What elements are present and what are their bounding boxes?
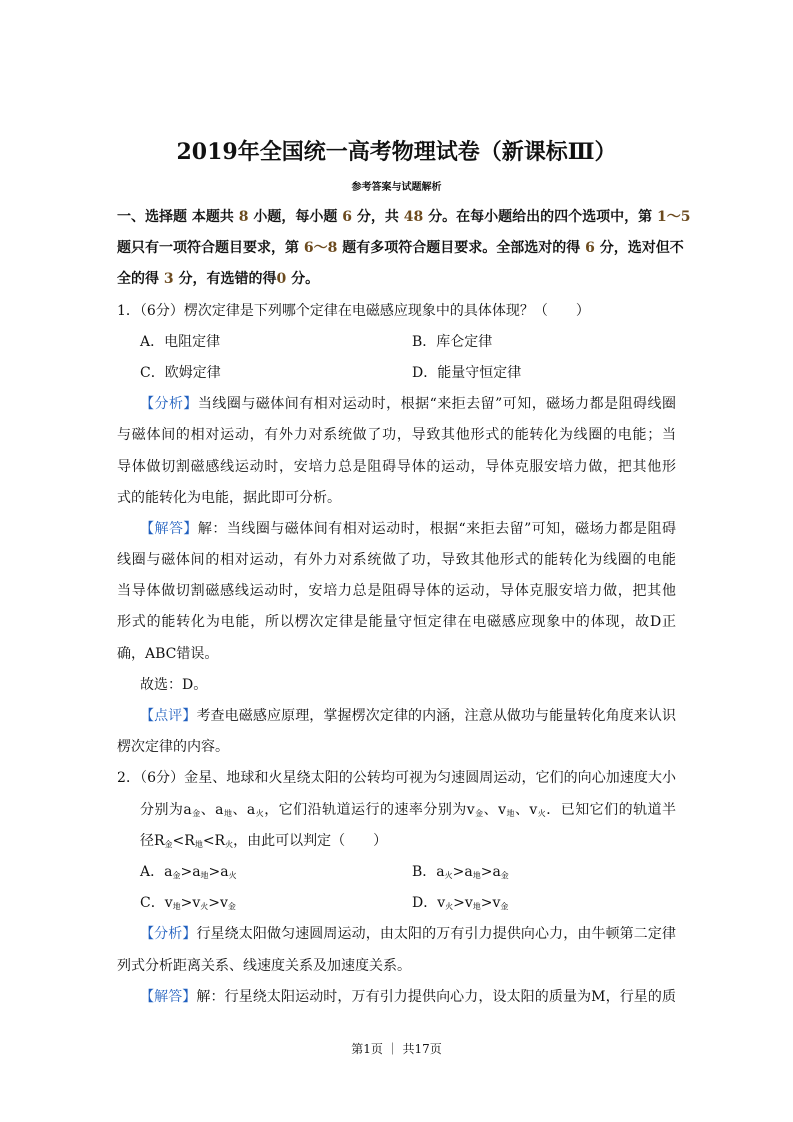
- text: B．a: [412, 863, 445, 880]
- section-header-line: [117, 202, 691, 233]
- number: 0: [276, 271, 287, 288]
- text: C．v: [140, 895, 173, 912]
- number: 1～5: [656, 209, 691, 225]
- page-footer: 第1页 ｜ 共17页: [351, 1042, 442, 1056]
- analysis-line: 式的能转化为电能，据此即可分析。: [117, 489, 341, 506]
- comment-tag: 【点评】: [140, 708, 197, 724]
- section-header-line: [117, 264, 676, 295]
- subscript: 火: [200, 902, 209, 912]
- analysis-line: [117, 389, 676, 420]
- analysis-line: 导体做切割磁感线运动时，安培力总是阻碍导体的运动，导体克服安培力做，把其他形: [117, 458, 676, 475]
- option-d: [412, 888, 684, 922]
- text: 全的得: [117, 271, 159, 288]
- analysis-tag: 【分析】: [140, 926, 197, 943]
- text: 分。: [291, 271, 320, 288]
- option-a: [140, 857, 412, 891]
- text: >a: [480, 863, 501, 880]
- answer-line: 形式的能转化为电能，所以楞次定律是能量守恒定律在电磁感应现象中的体现，故D正: [117, 614, 676, 631]
- answer-line: [117, 514, 676, 545]
- text: >v: [480, 895, 501, 912]
- answer-tag: 【解答】: [140, 520, 198, 537]
- text: <R: [202, 832, 226, 849]
- comment-line: [117, 701, 676, 732]
- question-2-stem: 2．（6分）金星、地球和火星绕太阳的公转均可视为匀速圆周运动，它们的向心加速度大小: [117, 770, 676, 787]
- text: A．a: [140, 863, 173, 880]
- subscript: 地: [223, 808, 233, 818]
- option-c: [140, 888, 412, 922]
- text: 题有多项符合题目要求。全部选对的得: [342, 240, 581, 257]
- text: 、v: [514, 801, 538, 818]
- number: 6～8: [303, 240, 338, 257]
- analysis-line: 列式分析距离关系、线速度关系及加速度关系。: [117, 957, 411, 974]
- text: 分，有选错的得: [178, 271, 277, 288]
- subscript: 金: [500, 870, 509, 880]
- subscript: 金: [227, 902, 236, 912]
- text: 当线圈与磁体间有相对运动时，根据“来拒去留”可知，磁场力都是阻碍线圈: [197, 396, 677, 413]
- text: 分，选对但不: [599, 240, 684, 257]
- text: 、a: [232, 801, 256, 818]
- subscript: 金: [164, 839, 173, 849]
- option-b: B．库仑定律: [412, 333, 493, 350]
- text: 分。在每小题给出的四个选项中，第: [428, 209, 653, 225]
- subscript: 金: [172, 870, 181, 880]
- answer-choice: 故选：D。: [140, 676, 208, 693]
- text: 分别为a: [140, 801, 192, 818]
- text: ，它们沿轨道运行的速率分别为v: [264, 801, 475, 818]
- subscript: 地: [194, 839, 203, 849]
- text: <R: [172, 832, 195, 849]
- text: 解：行星绕太阳运动时，万有引力提供向心力，设太阳的质量为M，行星的质: [196, 988, 677, 1005]
- text: 分，共: [356, 209, 399, 225]
- text: 一、选择题 本题共: [117, 209, 234, 225]
- subscript: 火: [537, 808, 547, 818]
- subscript: 火: [444, 870, 453, 880]
- analysis-tag: 【分析】: [140, 396, 198, 413]
- answer-line: 确，ABC错误。: [117, 645, 219, 662]
- text: D．v: [412, 895, 446, 912]
- text: 小题，每小题: [253, 209, 338, 225]
- subscript: 地: [472, 870, 481, 880]
- question-2-stem: [117, 795, 676, 826]
- option-d: D．能量守恒定律: [412, 364, 522, 381]
- subscript: 金: [500, 902, 509, 912]
- question-1-options-row: [117, 327, 676, 358]
- analysis-line: 与磁体间的相对运动，有外力对系统做了功，导致其他形式的能转化为线圈的电能；当: [117, 427, 676, 444]
- text: >v: [453, 895, 473, 912]
- number: 8: [238, 209, 249, 225]
- option-a: A．电阻定律: [140, 333, 221, 350]
- text: >v: [208, 895, 228, 912]
- subscript: 地: [506, 808, 515, 818]
- subscript: 火: [255, 808, 265, 818]
- text: 解：当线圈与磁体间有相对运动时，根据“来拒去留”可知，磁场力都是阻碍: [197, 520, 677, 537]
- analysis-line: [117, 919, 676, 950]
- subscript: 火: [445, 902, 454, 912]
- text: >a: [180, 863, 201, 880]
- question-2-stem: [117, 826, 676, 857]
- text: ，由此可以判定（ ）: [233, 832, 388, 849]
- text: 、a: [200, 801, 224, 818]
- number: 6: [585, 240, 595, 257]
- text: ．已知它们的轨道半: [546, 801, 677, 818]
- answer-line: 线圈与磁体间的相对运动，有外力对系统做了功，导致其他形式的能转化为线圈的电能: [117, 552, 676, 569]
- text: 考查电磁感应原理，掌握楞次定律的内涵，注意从做功与能量转化角度来认识: [196, 708, 677, 724]
- question-1-options-row: [117, 358, 676, 389]
- subscript: 金: [191, 808, 201, 818]
- text: 行星绕太阳做匀速圆周运动，由太阳的万有引力提供向心力，由牛顿第二定律: [196, 926, 677, 943]
- question-2-options-row: [117, 857, 676, 888]
- text: 径R: [140, 832, 165, 849]
- text: >a: [452, 863, 473, 880]
- subscript: 火: [228, 870, 237, 880]
- comment-line: 楞次定律的内容。: [117, 739, 229, 756]
- number: 3: [163, 271, 174, 288]
- answer-tag: 【解答】: [140, 988, 197, 1005]
- text: 题只有一项符合题目要求，第: [117, 240, 299, 257]
- section-header-line: [117, 233, 684, 264]
- page-subtitle: 参考答案与试题解析: [351, 182, 442, 193]
- answer-line: 当导体做切割磁感线运动时，安培力总是阻碍导体的运动，导体克服安培力做，把其他: [117, 583, 676, 600]
- answer-line: [117, 982, 676, 1013]
- document-body: [117, 202, 691, 1013]
- question-1-stem: 1．（6分）楞次定律是下列哪个定律在电磁感应现象中的具体体现？（ ）: [117, 302, 590, 319]
- number: 6: [342, 209, 352, 225]
- text: >a: [208, 863, 229, 880]
- option-c: C．欧姆定律: [140, 364, 221, 381]
- subscript: 火: [225, 839, 234, 849]
- subscript: 地: [200, 870, 209, 880]
- page-title: 2019年全国统一高考物理试卷（新课标Ⅲ）: [176, 139, 617, 165]
- subscript: 地: [472, 902, 481, 912]
- text: 、v: [483, 801, 506, 818]
- question-2-options-row: [117, 888, 676, 919]
- option-b: [412, 857, 684, 891]
- subscript: 金: [474, 808, 484, 818]
- number: 48: [403, 209, 424, 225]
- text: >v: [180, 895, 201, 912]
- subscript: 地: [172, 902, 181, 912]
